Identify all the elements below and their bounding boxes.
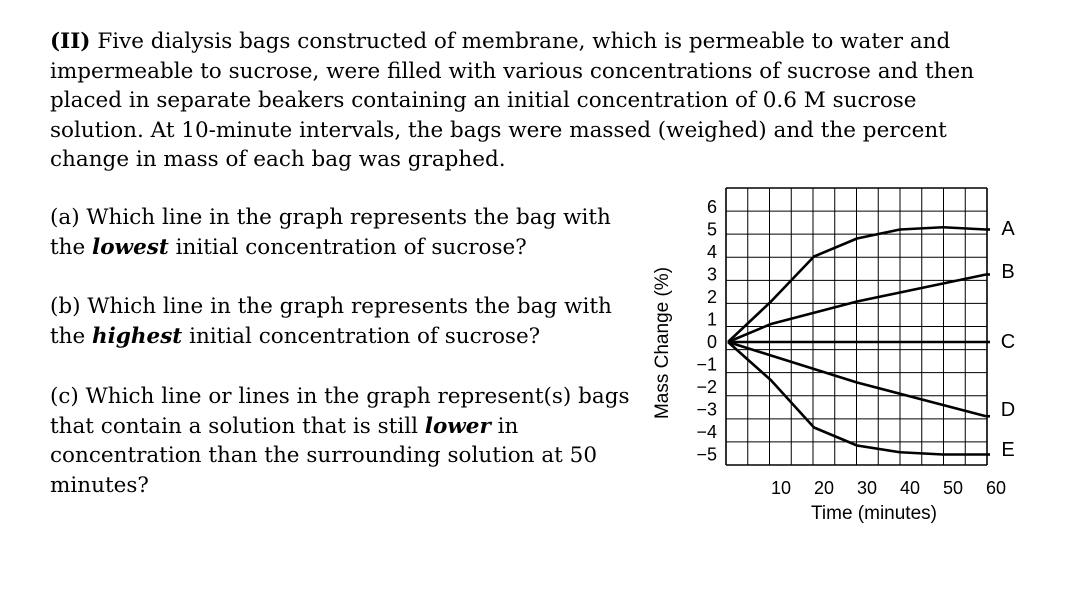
part-b-text-end: initial concentration of sucrose? — [182, 323, 541, 349]
y-axis-label: Mass Change (%) — [652, 266, 673, 420]
series-label-b: B — [1001, 261, 1015, 283]
series-label-e: E — [1001, 439, 1015, 461]
question-intro-text: Five dialysis bags constructed of membrane, which is permeable to water and impermeable to sucrose, were filled with various concentrations of sucrose and then placed in separate beakers containing an initial concentration of 0.6 M sucrose solution. At 10-minute intervals, the bags were massed (weighed) and the percent change in mass of each bag was graphed. — [50, 29, 975, 172]
chart-series — [728, 218, 1015, 461]
x-tick-label: 30 — [856, 478, 878, 498]
x-tick-label: 60 — [985, 478, 1007, 498]
part-c-text: (c) Which line or lines in the graph represent(s) bags that contain a solution that is still — [50, 384, 630, 439]
x-tick-label: 10 — [770, 478, 792, 498]
y-tick-label: 2 — [706, 287, 717, 307]
part-b-text: (b) Which line in the graph represents the bag with the — [50, 294, 612, 349]
part-c-emphasis: lower — [424, 413, 491, 439]
y-tick-label: 6 — [706, 197, 717, 217]
x-axis-label: Time (minutes) — [811, 503, 937, 524]
part-c-text-end: in concentration than the surrounding solution at 50 minutes? — [50, 413, 598, 498]
y-tick-label: 1 — [706, 309, 717, 330]
y-tick-label: 4 — [706, 242, 717, 262]
part-b-emphasis: highest — [92, 323, 183, 349]
x-tick-label: 20 — [813, 478, 835, 498]
y-tick-label: −3 — [696, 399, 717, 420]
part-a-text: (a) Which line in the graph represents the bag with the — [50, 205, 611, 260]
y-tick-label: 5 — [706, 219, 717, 240]
y-tick-label: −1 — [696, 354, 717, 375]
series-label-d: D — [1000, 399, 1016, 421]
y-tick-label: 0 — [706, 332, 717, 352]
part-a-emphasis: lowest — [92, 234, 169, 260]
series-label-a: A — [1001, 218, 1015, 240]
y-tick-label: −2 — [696, 377, 717, 397]
y-tick-label: −5 — [696, 444, 717, 465]
y-tick-label: 3 — [706, 264, 717, 285]
x-tick-label: 50 — [942, 478, 964, 498]
y-tick-label: −4 — [696, 422, 717, 442]
series-label-c: C — [1000, 331, 1016, 353]
question-label: (II) — [50, 29, 91, 54]
x-tick-label: 40 — [899, 478, 921, 498]
part-a-text-end: initial concentration of sucrose? — [168, 234, 527, 260]
